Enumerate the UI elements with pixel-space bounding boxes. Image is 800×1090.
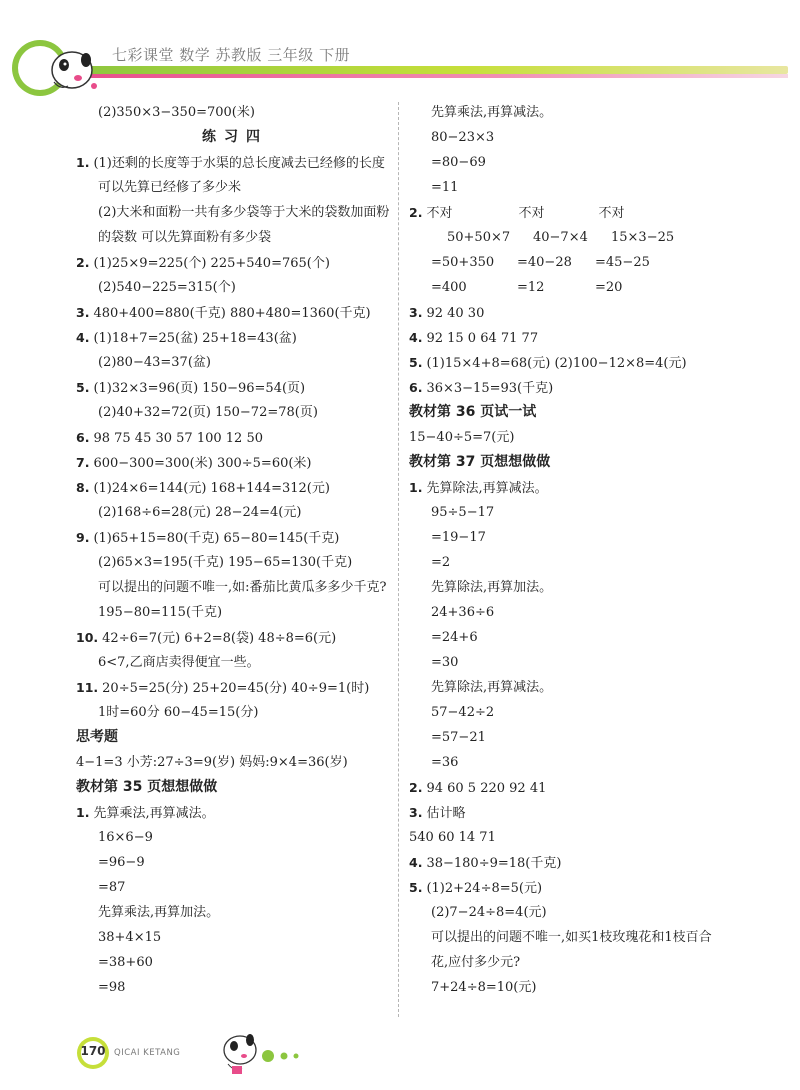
answer-line: 先算除法,再算加法。	[431, 580, 553, 595]
expr: =50+350	[431, 255, 495, 270]
answer-line: 先算除法,再算减法。	[431, 680, 553, 695]
question-p37-4	[409, 850, 739, 875]
expr: =40−28	[517, 255, 572, 270]
answer-line: 可以提出的问题不唯一,如买1枝玫瑰花和1枝百合	[431, 930, 712, 945]
question-8	[76, 475, 394, 500]
question-number: 5.	[409, 880, 423, 895]
question-6	[76, 425, 394, 450]
answer-text: 480+400=880(千克) 880+480=1360(千克)	[93, 306, 371, 321]
answer-line: 195−80=115(千克)	[98, 605, 223, 620]
question-number: 2.	[76, 255, 90, 270]
expr: =400	[431, 280, 467, 295]
question-number: 6.	[76, 430, 90, 445]
expr: 40−7×4	[533, 230, 588, 245]
answer-line: 的袋数 可以先算面粉有多少袋	[98, 230, 272, 245]
page-number: 170	[80, 1044, 106, 1058]
answer-line: 38+4×15	[98, 930, 162, 945]
question-number: 3.	[409, 805, 423, 820]
question-4	[76, 325, 394, 350]
p35-heading: 教材第 35 页想想做做	[76, 779, 218, 795]
question-number: 5.	[409, 355, 423, 370]
answer-text: 92 15 0 64 71 77	[426, 331, 539, 346]
question-number: 10.	[76, 630, 99, 645]
answer-line: 可以提出的问题不唯一,如:番茄比黄瓜多多少千克?	[98, 580, 387, 595]
answer-line: =98	[98, 980, 126, 995]
question-5	[409, 350, 739, 375]
question-11	[76, 675, 394, 700]
question-number: 5.	[76, 380, 90, 395]
answer-line: 先算乘法,再算加法。	[98, 905, 220, 920]
answer-text: 先算除法,再算减法。	[426, 481, 548, 496]
question-number: 7.	[76, 455, 90, 470]
expr: =20	[595, 280, 623, 295]
answer-line: =30	[431, 655, 459, 670]
answer-text: (1)2+24÷8=5(元)	[426, 881, 543, 896]
question-p37-3	[409, 800, 739, 825]
answer-text: 估计略	[426, 806, 466, 821]
answer-line: 1时=60分 60−45=15(分)	[98, 705, 259, 720]
answer-text: (1)还剩的长度等于水渠的总长度减去已经修的长度	[93, 156, 385, 171]
question-2-header	[409, 200, 739, 225]
question-7	[76, 450, 394, 475]
answer-text: 36×3−15=93(千克)	[426, 381, 554, 396]
question-number: 4.	[409, 855, 423, 870]
header-title: 七彩课堂 数学 苏教版 三年级 下册	[112, 46, 351, 64]
question-number: 1.	[76, 155, 90, 170]
footer-mascot-icon	[212, 1028, 308, 1078]
answer-line: =24+6	[431, 630, 478, 645]
answer-line: =11	[431, 180, 459, 195]
answer-line: (2)168÷6=28(元) 28−24=4(元)	[98, 505, 302, 520]
answer-row	[409, 250, 739, 275]
left-column	[76, 100, 394, 1000]
answer-text: 20÷5=25(分) 25+20=45(分) 40÷9=1(时)	[102, 681, 370, 696]
header-mascot-logo	[10, 38, 104, 98]
answer-line: 先算乘法,再算减法。	[431, 105, 553, 120]
answer-line: 可以先算已经修了多少米	[98, 180, 242, 195]
answer-text: 42÷6=7(元) 6+2=8(袋) 48÷8=6(元)	[102, 631, 337, 646]
right-column	[409, 100, 739, 1000]
question-10	[76, 625, 394, 650]
answer-row	[409, 225, 739, 250]
answer-line: =80−69	[431, 155, 486, 170]
question-2	[76, 250, 394, 275]
verdict: 不对	[426, 206, 453, 221]
answer-line: (2)350×3−350=700(米)	[98, 105, 255, 120]
section-heading: 练习四	[202, 129, 268, 145]
answer-line: 57−42÷2	[431, 705, 495, 720]
answer-line: 24+36÷6	[431, 605, 495, 620]
answer-line: 6<7,乙商店卖得便宜一些。	[98, 655, 260, 670]
answer-line: 80−23×3	[431, 130, 495, 145]
question-number: 3.	[409, 305, 423, 320]
question-number: 9.	[76, 530, 90, 545]
answer-text: 先算乘法,再算减法。	[93, 806, 215, 821]
answer-text: (1)25×9=225(个) 225+540=765(个)	[93, 256, 330, 271]
answer-line: =19−17	[431, 530, 486, 545]
answer-line: 540 60 14 71	[409, 830, 496, 845]
answer-text: (1)24×6=144(元) 168+144=312(元)	[93, 481, 330, 496]
question-p37-5	[409, 875, 739, 900]
expr: =45−25	[595, 255, 650, 270]
answer-line: (2)540−225=315(个)	[98, 280, 236, 295]
question-number: 2.	[409, 205, 423, 220]
question-p37-2	[409, 775, 739, 800]
answer-line: =87	[98, 880, 126, 895]
answer-line: =57−21	[431, 730, 486, 745]
answer-text: 38−180÷9=18(千克)	[426, 856, 562, 871]
answer-line: =36	[431, 755, 459, 770]
question-number: 3.	[76, 305, 90, 320]
column-divider	[398, 102, 399, 1017]
answer-line: 花,应付多少元?	[431, 955, 521, 970]
answer-line: 95÷5−17	[431, 505, 495, 520]
question-p35-1	[76, 800, 394, 825]
verdict: 不对	[598, 206, 625, 221]
answer-line: =96−9	[98, 855, 145, 870]
question-6	[409, 375, 739, 400]
question-number: 1.	[76, 805, 90, 820]
answer-line: (2)7−24÷8=4(元)	[431, 905, 547, 920]
question-p37-1	[409, 475, 739, 500]
question-3	[76, 300, 394, 325]
answer-line: (2)40+32=72(页) 150−72=78(页)	[98, 405, 318, 420]
answer-line: 7+24÷8=10(元)	[431, 980, 537, 995]
answer-line: (2)65×3=195(千克) 195−65=130(千克)	[98, 555, 353, 570]
answer-text: 94 60 5 220 92 41	[426, 781, 547, 796]
expr: =12	[517, 280, 545, 295]
verdict: 不对	[518, 206, 545, 221]
question-1	[76, 150, 394, 175]
answer-line: 16×6−9	[98, 830, 153, 845]
question-number: 4.	[76, 330, 90, 345]
question-4	[409, 325, 739, 350]
answer-text: (1)15×4+8=68(元) (2)100−12×8=4(元)	[426, 356, 687, 371]
answer-line: (2)80−43=37(盆)	[98, 355, 211, 370]
think-heading: 思考题	[76, 729, 118, 745]
question-5	[76, 375, 394, 400]
answer-line: 4−1=3 小芳:27÷3=9(岁) 妈妈:9×4=36(岁)	[76, 755, 348, 770]
question-number: 1.	[409, 480, 423, 495]
question-number: 6.	[409, 380, 423, 395]
question-3	[409, 300, 739, 325]
question-9	[76, 525, 394, 550]
answer-line: 15−40÷5=7(元)	[409, 430, 515, 445]
answer-line: =2	[431, 555, 451, 570]
answer-text: 92 40 30	[426, 306, 485, 321]
header-green-stripe	[70, 66, 788, 74]
answer-text: (1)32×3=96(页) 150−96=54(页)	[93, 381, 306, 396]
answer-line: =38+60	[98, 955, 153, 970]
footer-brand: QICAI KETANG	[114, 1048, 181, 1058]
answer-text: (1)65+15=80(千克) 65−80=145(千克)	[93, 531, 340, 546]
answer-line: (2)大米和面粉一共有多少袋等于大米的袋数加面粉	[98, 205, 390, 220]
question-number: 4.	[409, 330, 423, 345]
header-pink-stripe	[70, 74, 788, 78]
question-number: 2.	[409, 780, 423, 795]
question-number: 11.	[76, 680, 99, 695]
question-number: 8.	[76, 480, 90, 495]
p37-heading: 教材第 37 页想想做做	[409, 454, 551, 470]
answer-text: 98 75 45 30 57 100 12 50	[93, 431, 263, 446]
p36-heading: 教材第 36 页试一试	[409, 404, 537, 420]
answer-text: 600−300=300(米) 300÷5=60(米)	[93, 456, 312, 471]
answer-row	[409, 275, 739, 300]
expr: 15×3−25	[611, 230, 675, 245]
answer-text: (1)18+7=25(盆) 25+18=43(盆)	[93, 331, 297, 346]
page-header	[0, 0, 800, 100]
expr: 50+50×7	[447, 230, 511, 245]
